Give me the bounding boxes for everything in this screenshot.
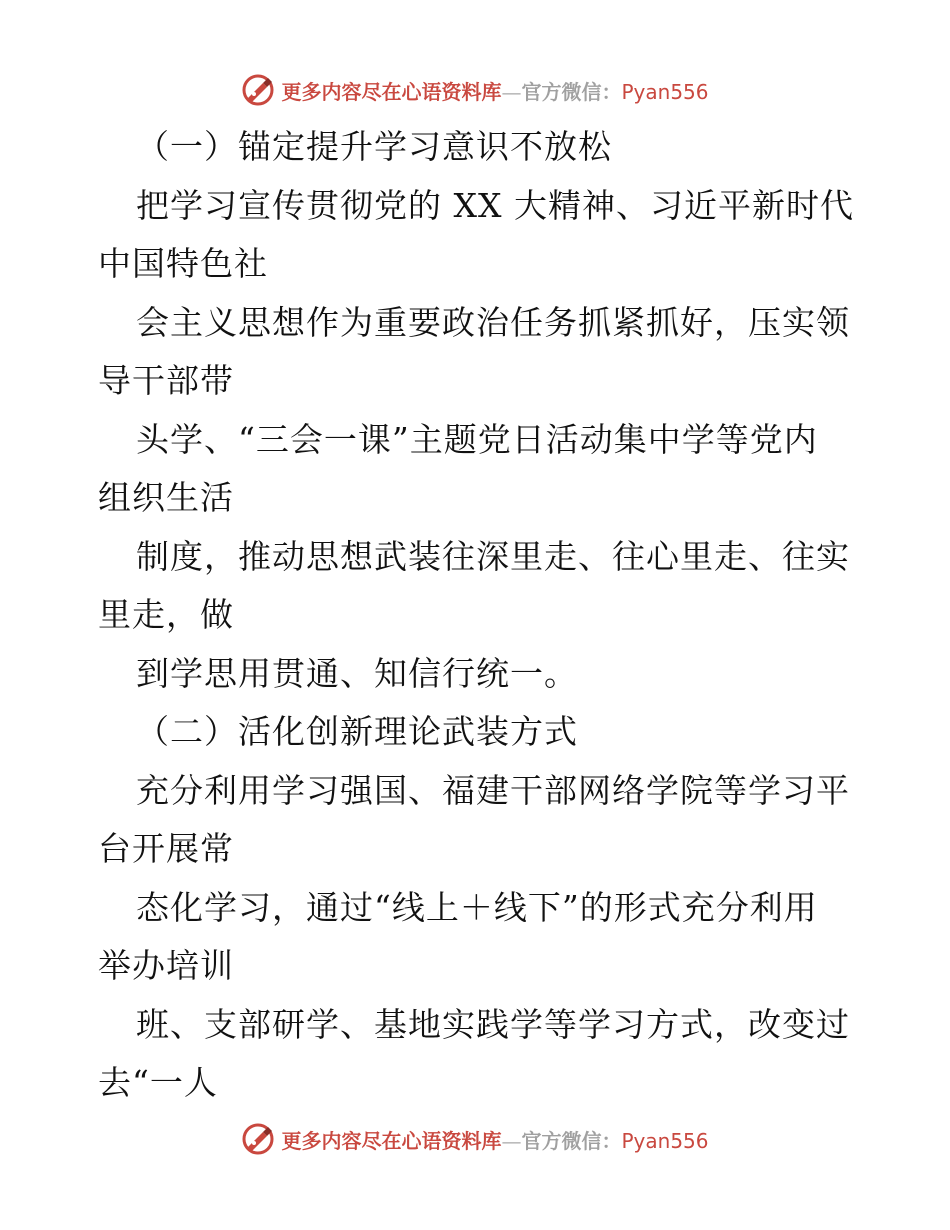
text-line: 制度，推动思想武装往深里走、往心里走、往实 (136, 536, 850, 576)
text-line: 组织生活 (98, 478, 234, 517)
text-line: （一）锚定提升学习意识不放松 (136, 127, 612, 166)
watermark-wechat-label: 官方微信： (521, 1128, 622, 1153)
text-line: 中国特色社 (98, 244, 268, 283)
watermark-separator: — (501, 79, 522, 104)
text-line: 把学习宣传贯彻党的 XX 大精神、习近平新时代 (136, 185, 854, 225)
text-line: 导干部带 (98, 361, 234, 400)
watermark-separator: — (501, 1128, 522, 1153)
text-line: 到学思用贯通、知信行统一。 (136, 653, 578, 693)
watermark-group (241, 73, 708, 107)
watermark-wechat-id: Pyan556 (621, 79, 709, 104)
watermark-text (281, 1125, 708, 1154)
header-watermark (0, 70, 950, 110)
watermark-wechat-id: Pyan556 (621, 1128, 709, 1153)
text-line: 里走，做 (98, 595, 234, 634)
pen-nib-circle-icon (241, 73, 275, 107)
text-line: 举办培训 (98, 946, 234, 985)
text-line: 头学、“三会一课”主题党日活动集中学等党内 (136, 419, 818, 459)
text-line: 会主义思想作为重要政治任务抓紧抓好，压实领 (136, 302, 850, 342)
watermark-site: 更多内容尽在心语资料库 (281, 79, 502, 104)
document-body (98, 118, 858, 1113)
text-line: 去“一人 (98, 1063, 218, 1102)
watermark-text (281, 76, 708, 105)
watermark-wechat-label: 官方微信： (521, 79, 622, 104)
text-line: 台开展常 (98, 829, 234, 868)
text-line: 班、支部研学、基地实践学等学习方式，改变过 (136, 1004, 850, 1044)
text-line: （二）活化创新理论武装方式 (136, 712, 578, 751)
footer-watermark (0, 1119, 950, 1159)
text-line: 充分利用学习强国、福建干部网络学院等学习平 (136, 770, 850, 810)
pen-nib-circle-icon (241, 1122, 275, 1156)
watermark-group (241, 1122, 708, 1156)
text-line: 态化学习，通过“线上＋线下”的形式充分利用 (136, 887, 818, 927)
watermark-site: 更多内容尽在心语资料库 (281, 1128, 502, 1153)
